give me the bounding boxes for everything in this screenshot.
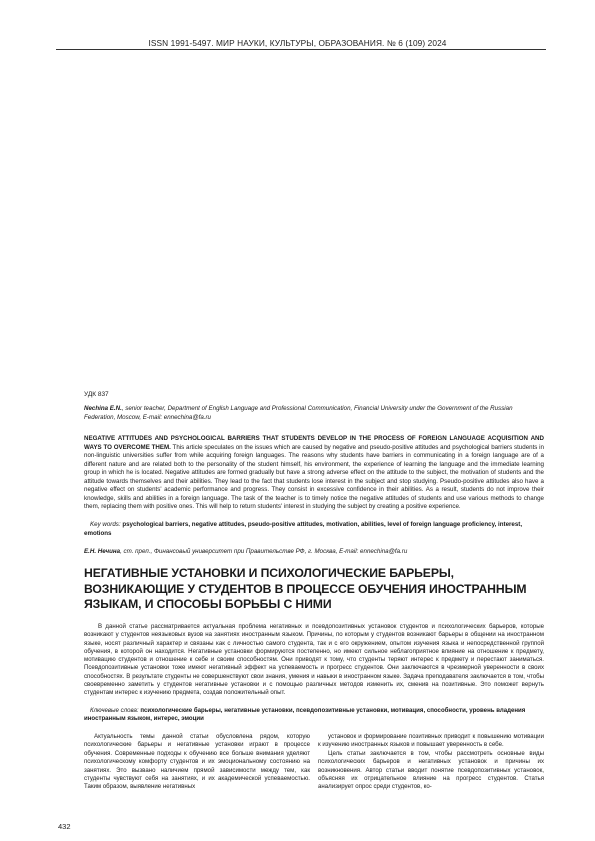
author-affiliation-en	[84, 405, 544, 422]
abstract-en-body: This article speculates on the issues which are caused by negative and pseudo-positive attitudes and psychological barriers students in non-linguistic universities suffer from while acquiring foreign languages. The reasons why students have barriers in communicating in a foreign language are of a different nature and are related both to the personality of the student himself, his environment, the experience of learning the language and the immediate learning group in which he is located. Negative attitudes are formed gradually but have a strong adverse effect on the attitude to the subject, the motivation of students and the attitude towards themselves and their abilities. They lead to the fact that students lose interest in the subject and stop studying. Pseudo-positive attitudes also have a negative effect on students' academic performance and progress. They consist in excessive confidence in their abilities. As a result, students do not improve their knowledge, skills and abilities in a foreign language. The task of the teacher is to timely notice the negative attitudes of students and use various methods to change them, replacing them with positive ones. This will help to return students' interest in studying the subject by creating a positive experience.	[84, 443, 544, 510]
keywords-en-label: Key words:	[90, 521, 121, 528]
abstract-en	[84, 435, 544, 512]
keywords-ru	[84, 707, 544, 724]
header-rule	[56, 49, 546, 50]
body-column-right	[318, 733, 544, 792]
author-details-en: , senior teacher, Department of English Language and Professional Communication, Financial University under the Government of the Russian Federation, Moscow, E-mail: ennechina@fa.ru	[84, 405, 513, 421]
author-details-ru: , ст. преп., Финансовый университет при Правительстве РФ, г. Москва, E-mail: ennechina@fa.ru	[120, 548, 408, 555]
keywords-ru-terms: психологические барьеры, негативные установки, псевдопозитивные установки, мотивация, способности, уровень владения иностранным языком, интерес, эмоции	[84, 707, 526, 723]
page-number: 432	[58, 822, 71, 831]
body-paragraph: Цель статьи заключается в том, чтобы рассмотреть основные виды психологических барьеров и негативных установок и причины их возникновения. Автор статьи вводит понятие псевдопозитивных установок, объясняя их отрицательное влияние на прогресс студентов. Статья анализирует опрос среди студентов, ко-	[318, 749, 544, 791]
keywords-en-terms: psychological barriers, negative attitudes, pseudo-positive attitudes, motivation, abilities, level of foreign language proficiency, interest, emotions	[84, 521, 523, 537]
body-paragraph: установок и формирование позитивных приводит к повышению мотивации к изучению иностранных языков и повышает уверенность в себе.	[318, 733, 544, 749]
author-affiliation-ru	[84, 548, 544, 555]
article-title-en: NEGATIVE ATTITUDES AND PSYCHOLOGICAL BARRIERS THAT STUDENTS DEVELOP IN THE PROCESS OF FOREIGN LANGUAGE ACQUISITION AND WAYS TO OVERCOME THEM.	[84, 435, 544, 451]
abstract-ru: В данной статье рассматривается актуальная проблема негативных и псевдопозитивных установок студентов и психологических барьеров, которые возникают у студентов неязыковых вузов на занятиях иностранным языком. Причины, по которым у студентов возникают барьеры в общении на иностранном языке, носят различный характер и связаны как с личностью самого студента, так и с его окружением, опытом изучения языка и непосредственной группой обучения, в которой он находится. Негативные установки формируются постепенно, но имеют сильное неблагоприятное влияние на отношение к предмету, мотивацию студентов и отношение к себе и своим способностям. Они приводят к тому, что студенты теряют интерес к предмету и перестают заниматься. Псевдопозитивные установки тоже имеют негативный эффект на успеваемость и прогресс студентов. Они заключаются в чрезмерной уверенности в своих способностях. В результате студенты не совершенствуют свои знания, умения и навыки в иностранном языке. Задача преподавателя заключается в том, чтобы своевременно заметить у студентов негативные установки и с помощью различных методов изменить их, сменив на позитивные. Это поможет вернуть студентам интерес к изучению предмета, создав положительный опыт.	[84, 623, 544, 697]
author-name-en: Nechina E.N.	[84, 405, 122, 412]
article-title-ru: НЕГАТИВНЫЕ УСТАНОВКИ И ПСИХОЛОГИЧЕСКИЕ БАРЬЕРЫ, ВОЗНИКАЮЩИЕ У СТУДЕНТОВ В ПРОЦЕССЕ ОБУЧЕНИЯ ИНОСТРАННЫМ ЯЗЫКАМ, И СПОСОБЫ БОРЬБЫ С НИМИ	[84, 566, 527, 612]
udk-code: УДК 837	[84, 391, 109, 398]
author-name-ru: Е.Н. Нечина	[84, 548, 121, 555]
keywords-ru-label: Ключевые слова:	[90, 707, 139, 714]
body-column-left: Актуальность темы данной статьи обусловлена рядом, которую психологические барьеры и негативные установки играют в процессе обучения. Современные подходы к обучению все больше внимания уделяют психологическому комфорту студентов и их эмоциональному состоянию на занятиях. Это вызвано наличием прямой зависимости между тем, как студенты чувствуют себя на занятиях, и их академической успеваемостью. Таким образом, выявление негативных	[84, 733, 310, 791]
keywords-en	[84, 521, 544, 538]
journal-header: ISSN 1991-5497. МИР НАУКИ, КУЛЬТУРЫ, ОБРАЗОВАНИЯ. № 6 (109) 2024	[148, 38, 447, 48]
